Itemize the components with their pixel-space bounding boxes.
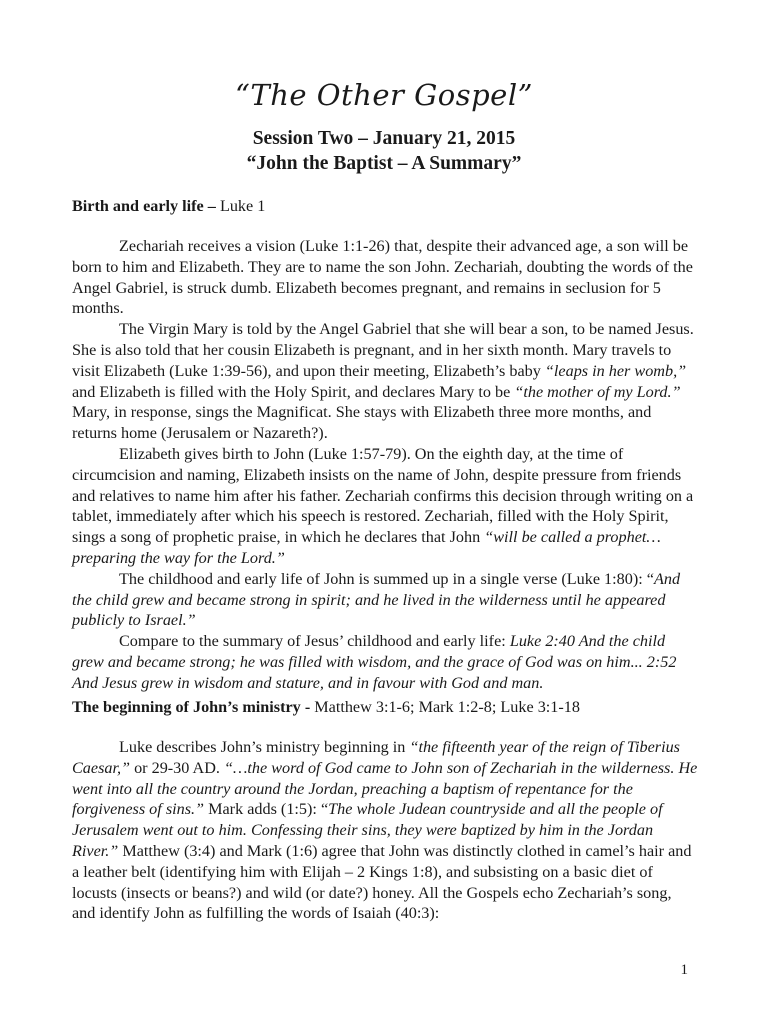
section-heading-reference: Matthew 3:1-6; Mark 1:2-8; Luke 3:1-18 (310, 698, 580, 716)
paragraph: Compare to the summary of Jesus’ childhood and early life: Luke 2:40 And the child grew and became strong; he was filled with wisdom, and the grace of God was on him... 2:52 And Jesus grew in wisdom and stature, and in favour with God and man. (72, 632, 677, 692)
subject-line: “John the Baptist – A Summary” (246, 153, 522, 174)
section-heading-label: The beginning of John’s ministry - (72, 698, 311, 716)
section-heading-reference: Luke 1 (215, 197, 266, 215)
section-ministry-body (72, 737, 698, 924)
session-line: Session Two – January 21, 2015 (252, 128, 516, 149)
paragraph: Luke describes John’s ministry beginning in “the fifteenth year of the reign of Tiberius Caesar,” or 29-30 AD. “…the word of God came to John son of Zechariah in the wilderness. He went into all the country around the Jordan, preaching a baptism of repentance for the forgiveness of sins.” Mark adds (1:5): “The whole Judean countryside and all the people of Jerusalem went out to him. Confessing their sins, they were baptized by him in the Jordan River.” Matthew (3:4) and Mark (1:6) agree that John was distinctly clothed in camel’s hair and a leather belt (identifying him with Elijah – 2 Kings 1:8), and subsisting on a basic diet of locusts (insects or beans?) and wild (or date?) honey. All the Gospels echo Zechariah’s song, and identify John as fulfilling the words of Isaiah (40:3): (72, 738, 698, 923)
page-number: 1 (680, 962, 688, 978)
document-title: “The Other Gospel” (235, 78, 533, 112)
section-birth-body (72, 236, 698, 694)
paragraph: The Virgin Mary is told by the Angel Gabriel that she will bear a son, to be named Jesus. She is also told that her cousin Elizabeth is pregnant, and in her sixth month. Mary travels to visit Elizabeth (Luke 1:39-56), and upon their meeting, Elizabeth’s baby “leaps in her womb,” and Elizabeth is filled with the Holy Spirit, and declares Mary to be “the mother of my Lord.” Mary, in response, sings the Magnificat. She stays with Elizabeth three more months, and returns home (Jerusalem or Nazareth?). (72, 320, 694, 443)
section-heading-birth (72, 196, 698, 217)
section-heading-label: Birth and early life – (72, 197, 216, 215)
section-heading-ministry (72, 697, 698, 718)
paragraph: Zechariah receives a vision (Luke 1:1-26) that, despite their advanced age, a son will be born to him and Elizabeth. They are to name the son John. Zechariah, doubting the words of the Angel Gabriel, is struck dumb. Elizabeth becomes pregnant, and remains in seclusion for 5 months. (72, 237, 693, 318)
paragraph: The childhood and early life of John is summed up in a single verse (Luke 1:80): “And the child grew and became strong in spirit; and he lived in the wilderness until he appeared publicly to Israel.” (72, 569, 681, 630)
paragraph: Elizabeth gives birth to John (Luke 1:57-79). On the eighth day, at the time of circumcision and naming, Elizabeth insists on the name of John, despite pressure from friends and relatives to name him after his father. Zechariah confirms this decision through writing on a tablet, immediately after which his speech is restored. Zechariah, filled with the Holy Spirit, sings a song of prophetic praise, in which he declares that John “will be called a prophet… preparing the way for the Lord.” (72, 444, 694, 567)
